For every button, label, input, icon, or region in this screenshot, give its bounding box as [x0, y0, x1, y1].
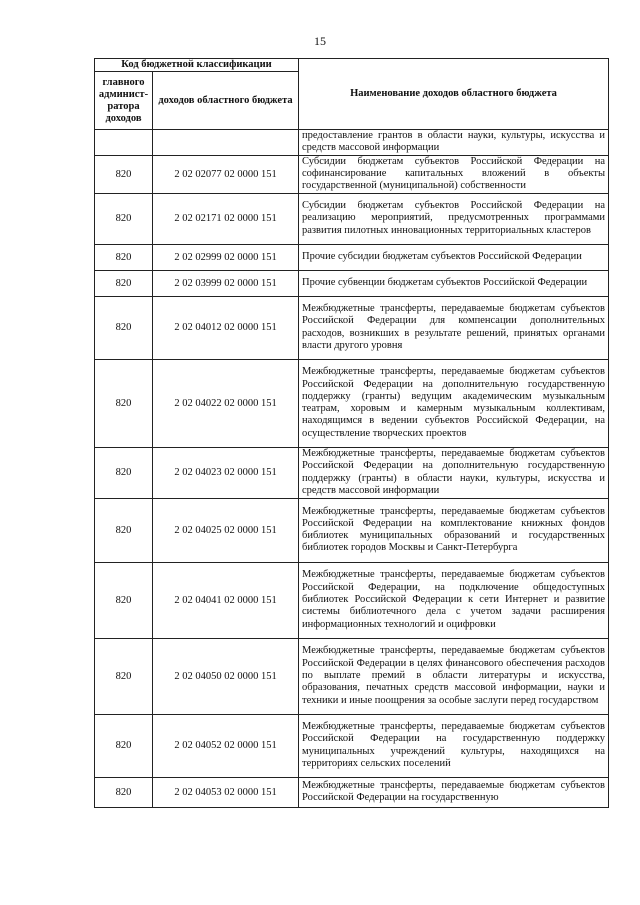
- revenue-code-cell: 2 02 02999 02 0000 151: [153, 244, 299, 270]
- revenue-code-cell: 2 02 04025 02 0000 151: [153, 498, 299, 562]
- revenue-code-cell: 2 02 02171 02 0000 151: [153, 193, 299, 244]
- admin-code-cell: 820: [95, 193, 153, 244]
- budget-classification-table: [94, 58, 609, 808]
- revenue-code-cell: [153, 130, 299, 156]
- table-row: [95, 714, 609, 777]
- admin-code-cell: 820: [95, 562, 153, 638]
- revenue-code-cell: 2 02 04022 02 0000 151: [153, 359, 299, 447]
- revenue-code-cell: 2 02 04041 02 0000 151: [153, 562, 299, 638]
- revenue-name-cell: Субсидии бюджетам субъектов Российской Федерации на реализацию мероприятий, предусмотренных программами развития пилотных инновационных территориальных кластеров: [299, 193, 609, 244]
- admin-code-cell: 820: [95, 447, 153, 498]
- table-row: [95, 359, 609, 447]
- header-col-admin: главного админист-ратора доходов: [95, 72, 153, 130]
- revenue-name-cell: предоставление грантов в области науки, культуры, искусства и средств массовой информации: [299, 130, 609, 156]
- revenue-code-cell: 2 02 04052 02 0000 151: [153, 714, 299, 777]
- page-number: 15: [314, 34, 326, 48]
- revenue-name-cell: Межбюджетные трансферты, передаваемые бюджетам субъектов Российской Федерации на комплектование книжных фондов библиотек муниципальных образований и государственных библиотек городов Москвы и Санкт-Петербурга: [299, 498, 609, 562]
- revenue-name-cell: Субсидии бюджетам субъектов Российской Федерации на софинансирование капитальных вложений в объекты государственной (муниципальной) собственности: [299, 155, 609, 193]
- admin-code-cell: 820: [95, 270, 153, 296]
- revenue-code-cell: 2 02 04023 02 0000 151: [153, 447, 299, 498]
- table-row: [95, 447, 609, 498]
- revenue-code-cell: 2 02 04012 02 0000 151: [153, 296, 299, 359]
- table-row: [95, 130, 609, 156]
- admin-code-cell: 820: [95, 498, 153, 562]
- table-row: [95, 270, 609, 296]
- table-row: [95, 498, 609, 562]
- admin-code-cell: [95, 130, 153, 156]
- revenue-code-cell: 2 02 02077 02 0000 151: [153, 155, 299, 193]
- revenue-code-cell: 2 02 04053 02 0000 151: [153, 777, 299, 807]
- table-row: [95, 193, 609, 244]
- revenue-name-cell: Межбюджетные трансферты, передаваемые бюджетам субъектов Российской Федерации, на подключение общедоступных библиотек Российской Федерации к сети Интернет и развитие системы библиотечного дела с учетом задачи расширения информационных технологий и оцифровки: [299, 562, 609, 638]
- revenue-name-cell: Межбюджетные трансферты, передаваемые бюджетам субъектов Российской Федерации на государственную: [299, 777, 609, 807]
- admin-code-cell: 820: [95, 359, 153, 447]
- table-row: [95, 155, 609, 193]
- table-row: [95, 244, 609, 270]
- table-row: [95, 296, 609, 359]
- header-col-name: Наименование доходов областного бюджета: [299, 59, 609, 130]
- table-row: [95, 562, 609, 638]
- admin-code-cell: 820: [95, 296, 153, 359]
- admin-code-cell: 820: [95, 244, 153, 270]
- admin-code-cell: 820: [95, 638, 153, 714]
- admin-code-cell: 820: [95, 714, 153, 777]
- table-row: [95, 638, 609, 714]
- revenue-name-cell: Межбюджетные трансферты, передаваемые бюджетам субъектов Российской Федерации на дополнительную государственную поддержку (гранты) ведущим академическим музыкальным театрам, хоровым и камерным музыкальным коллективам, находящимся в ведении субъектов Российской Федерации, на осуществление творческих проектов: [299, 359, 609, 447]
- revenue-name-cell: Прочие субвенции бюджетам субъектов Российской Федерации: [299, 270, 609, 296]
- revenue-code-cell: 2 02 03999 02 0000 151: [153, 270, 299, 296]
- revenue-name-cell: Прочие субсидии бюджетам субъектов Российской Федерации: [299, 244, 609, 270]
- table-row: [95, 777, 609, 807]
- revenue-name-cell: Межбюджетные трансферты, передаваемые бюджетам субъектов Российской Федерации на государственную поддержку муниципальных учреждений культуры, находящихся на территориях сельских поселений: [299, 714, 609, 777]
- revenue-code-cell: 2 02 04050 02 0000 151: [153, 638, 299, 714]
- revenue-name-cell: Межбюджетные трансферты, передаваемые бюджетам субъектов Российской Федерации для компенсации дополнительных расходов, возникших в результате решений, принятых органами власти другого уровня: [299, 296, 609, 359]
- revenue-name-cell: Межбюджетные трансферты, передаваемые бюджетам субъектов Российской Федерации в целях финансового обеспечения расходов по выплате премий в области литературы и искусства, образования, печатных средств массовой информации, науки и техники и иные поощрения за особые заслуги перед государством: [299, 638, 609, 714]
- revenue-name-cell: Межбюджетные трансферты, передаваемые бюджетам субъектов Российской Федерации на дополнительную государственную поддержку (гранты) в области науки, культуры, искусства и средств массовой информации: [299, 447, 609, 498]
- admin-code-cell: 820: [95, 155, 153, 193]
- header-group-title: Код бюджетной классификации: [95, 59, 299, 72]
- admin-code-cell: 820: [95, 777, 153, 807]
- header-col-code: доходов областного бюджета: [153, 72, 299, 130]
